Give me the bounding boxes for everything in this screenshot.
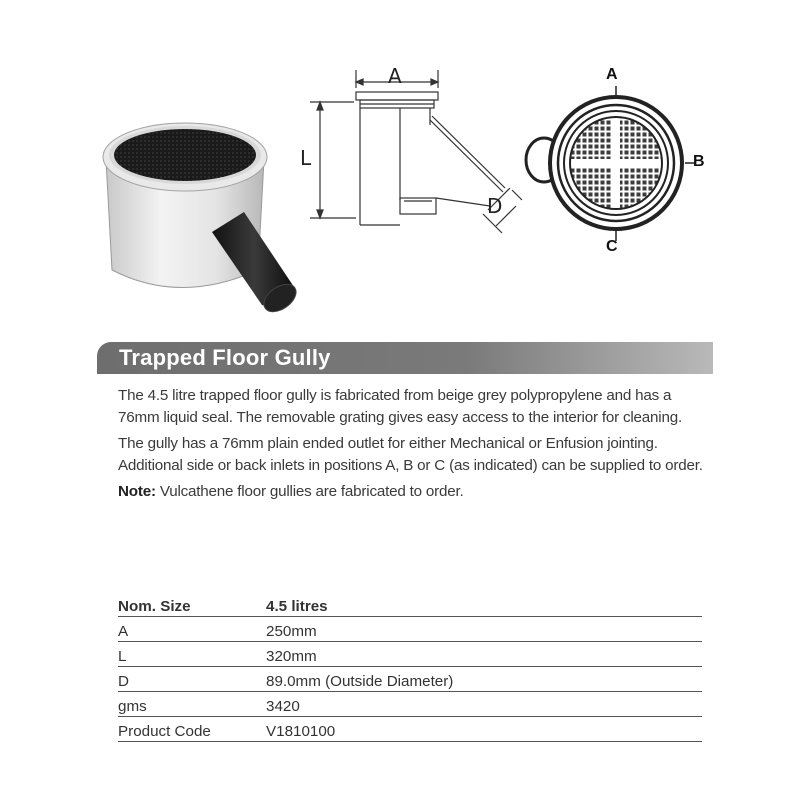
header-size-value: 4.5 litres	[266, 592, 702, 617]
note-text: Vulcathene floor gullies are fabricated to order.	[155, 483, 464, 500]
row-value: 250mm	[266, 617, 702, 642]
section-title-bar	[97, 342, 713, 374]
table-header-row	[118, 592, 702, 617]
dimension-d-label: D	[487, 194, 503, 218]
position-a-label: A	[606, 66, 618, 83]
table-row	[118, 717, 702, 742]
row-label: gms	[118, 692, 266, 717]
header-nom-size: Nom. Size	[118, 592, 266, 617]
description-note	[118, 481, 708, 503]
table-row	[118, 642, 702, 667]
table-row	[118, 617, 702, 642]
row-value: 89.0mm (Outside Diameter)	[266, 667, 702, 692]
position-c-label: C	[606, 238, 618, 255]
note-label: Note:	[118, 483, 156, 500]
row-value: V1810100	[266, 717, 702, 742]
dimension-l-label: L	[300, 146, 312, 170]
section-title: Trapped Floor Gully	[119, 345, 331, 370]
row-label: Product Code	[118, 717, 266, 742]
row-label: A	[118, 617, 266, 642]
specification-table	[118, 592, 702, 742]
dimension-a-label: A	[388, 64, 402, 88]
position-b-label: B	[693, 153, 705, 170]
row-value: 3420	[266, 692, 702, 717]
row-value: 320mm	[266, 642, 702, 667]
table-row	[118, 692, 702, 717]
product-description	[118, 385, 708, 507]
description-paragraph-1: The 4.5 litre trapped floor gully is fabricated from beige grey polypropylene and has a 76mm liquid seal. The removable grating gives easy access to the interior for cleaning.	[118, 387, 682, 426]
plan-view-drawing	[0, 0, 800, 330]
row-label: L	[118, 642, 266, 667]
figures-area	[0, 0, 800, 330]
row-label: D	[118, 667, 266, 692]
table-row	[118, 667, 702, 692]
description-paragraph-2: The gully has a 76mm plain ended outlet for either Mechanical or Enfusion jointing. Additional side or back inlets in positions A, B or C (as indicated) can be supplied to order.	[118, 435, 703, 474]
